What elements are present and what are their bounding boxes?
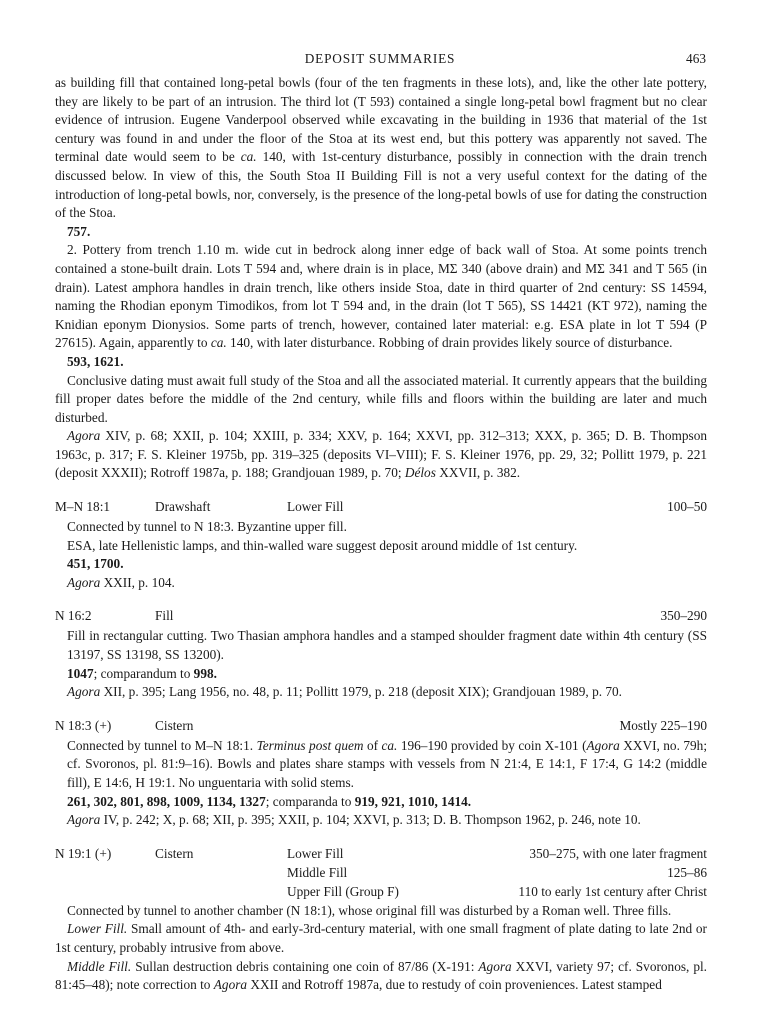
stratum-label: Middle Fill xyxy=(287,864,348,880)
deposit-description: Connected by tunnel to M–N 18:1. Terminus post quem of ca. 196–190 provided by coin X-101 (Agora XXVI, no. 79h; cf. Svoronos, pl. 81:9–16). Bowls and plates share stamps with vessels from N 21:4, E 14:1, F 17:4, G 14:2 (middle fill), E 14:6, H 19:1. No unguentaria with solid stems. xyxy=(67,737,708,790)
catalog-reference: 261, 302, 801, 898, 1009, 1134, 1327; comparanda to 919, 921, 1010, 1414. xyxy=(67,793,472,809)
deposit-header xyxy=(55,498,707,518)
deposit-description: Connected by tunnel to N 18:3. Byzantine upper fill. xyxy=(67,519,347,535)
deposit-type: Fill xyxy=(155,608,174,624)
deposit-type: Cistern xyxy=(155,717,194,733)
deposit-fill: Lower Fill xyxy=(287,499,344,515)
running-header-title: DEPOSIT SUMMARIES xyxy=(304,51,456,66)
deposit-entry xyxy=(55,717,707,830)
catalog-reference: 593, 1621. xyxy=(67,353,124,369)
stratum-row xyxy=(55,864,707,883)
catalog-reference: 757. xyxy=(67,223,91,239)
bibliography: Agora XXII, p. 104. xyxy=(67,574,175,590)
deposit-id: N 18:3 (+) xyxy=(55,717,112,733)
stratum-date: 125–86 xyxy=(667,864,707,880)
catalog-reference: 1047; comparandum to 998. xyxy=(67,665,217,681)
deposit-entry xyxy=(55,845,707,995)
page-number: 463 xyxy=(686,51,706,66)
deposit-id: N 19:1 (+) xyxy=(55,845,112,861)
deposit-id: M–N 18:1 xyxy=(55,499,111,515)
stratum-date: 110 to early 1st century after Christ xyxy=(518,883,707,899)
lower-fill-description: Lower Fill. Small amount of 4th- and early-3rd-century material, with one small fragment of plate dating to late 2nd or 1st century, probably intrusive from above. xyxy=(55,921,707,955)
bibliography: Agora IV, p. 242; X, p. 68; XII, p. 395; XXII, p. 104; XXVI, p. 313; D. B. Thompson 1962, p. 246, note 10. xyxy=(67,812,641,828)
page-content xyxy=(55,74,707,995)
deposit-description: Fill in rectangular cutting. Two Thasian amphora handles and a stamped shoulder fragment date within 4th century (SS 13197, SS 13198, SS 13200). xyxy=(67,628,707,663)
deposit-id: N 16:2 xyxy=(55,608,92,624)
deposit-date: 100–50 xyxy=(667,499,707,515)
middle-fill-description: Middle Fill. Sullan destruction debris containing one coin of 87/86 (X-191: Agora XXVI, variety 97; cf. Svoronos, pl. 81:45–48); note correction to Agora XXII and Rotroff 1987a, due to restudy of coin proveniences. Latest stamped xyxy=(55,958,708,993)
deposit-type: Cistern xyxy=(155,845,194,861)
intro-paragraph-1: as building fill that contained long-petal bowls (four of the ten fragments in these lots), and, like the other late pottery, they are likely to be part of an intrusion. The third lot (T 593) contained a single long-petal bowl fragment but no clear evidence of intrusion. Eugene Vanderpool observed while excavating in the building in 1936 that material of the 1st century was found in and under the floor of the Stoa at its west end, but this pottery was apparently not saved. The terminal date would seem to be ca. 140, with 1st-century disturbance, possibly in connection with the drain trench discussed below. In view of this, the South Stoa II Building Fill is not a very useful context for the dating of the introduction of long-petal bowls, nor, conversely, is the presence of the long-petal bowls of use for dating the construction of the Stoa. xyxy=(55,75,707,221)
stratum-label: Lower Fill xyxy=(287,845,344,861)
deposit-description: ESA, late Hellenistic lamps, and thin-walled ware suggest deposit around middle of 1st century. xyxy=(67,537,578,553)
deposit-date: 350–290 xyxy=(660,608,707,624)
deposit-type: Drawshaft xyxy=(155,499,211,515)
deposit-entry xyxy=(55,607,707,701)
deposit-entry xyxy=(55,498,707,592)
deposit-header xyxy=(55,845,707,864)
deposit-date: Mostly 225–190 xyxy=(619,717,707,733)
catalog-reference: 451, 1700. xyxy=(67,556,124,572)
deposit-description: Connected by tunnel to another chamber (N 18:1), whose original fill was disturbed by a Roman well. Three fills. xyxy=(67,902,672,918)
intro-paragraph-3: Conclusive dating must await full study of the Stoa and all the associated material. It currently appears that the building fill proper dates before the middle of the 2nd century, while fills and floors within the building are later and much disturbed. xyxy=(55,372,707,425)
deposit-header xyxy=(55,607,707,627)
bibliography: Agora XIV, p. 68; XXII, p. 104; XXIII, p. 334; XXV, p. 164; XXVI, pp. 312–313; XXX, p. 365; D. B. Thompson 1963c, p. 317; F. S. Kleiner 1975b, pp. 319–325 (deposits VI–VIII); F. S. Kleiner 1976, pp. 29, 32; Pollitt 1979, p. 221 (deposit XXXII); Rotroff 1987a, p. 188; Grandjouan 1989, p. 70; Délos XXVII, p. 382. xyxy=(55,428,707,481)
stratum-label: Upper Fill (Group F) xyxy=(287,883,399,899)
bibliography: Agora XII, p. 395; Lang 1956, no. 48, p. 11; Pollitt 1979, p. 218 (deposit XIX); Grandjouan 1989, p. 70. xyxy=(67,684,622,700)
deposit-header xyxy=(55,717,707,737)
intro-paragraph-2: 2. Pottery from trench 1.10 m. wide cut in bedrock along inner edge of back wall of Stoa. At some points trench contained a stone-built drain. Lots T 594 and, where drain is in place, ΜΣ 340 (above drain) and ΜΣ 341 and T 565 (in drain). Latest amphora handles in drain trench, like others inside Stoa, date in third quarter of 2nd century: SS 14594, naming the Rhodian eponym Timodikos, from lot T 594 and, in the drain (lot T 565), SS 14421 (KT 972), naming the Knidian eponym Dionysios. Some parts of trench, however, contained later material: e.g. ESA plate in lot T 594 (P 27615). Again, apparently to ca. 140, with later disturbance. Robbing of drain provides likely source of disturbance. xyxy=(55,242,707,351)
stratum-date: 350–275, with one later fragment xyxy=(529,845,707,861)
stratum-row xyxy=(55,883,707,902)
